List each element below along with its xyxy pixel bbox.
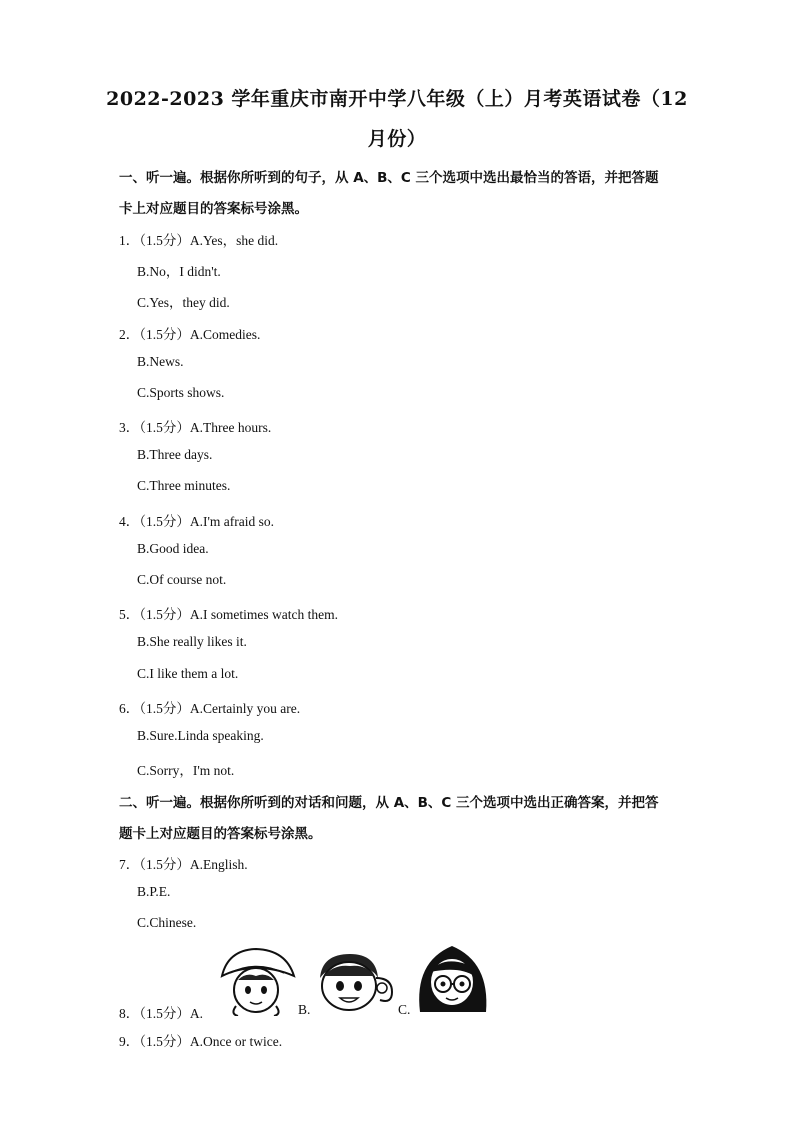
section2-instruction-line2: 题卡上对应题目的答案标号涂黑。 xyxy=(119,826,322,842)
question-1-option-c: C.Yes，they did. xyxy=(137,295,230,310)
question-9-stem: 9．（1.5分）A.Once or twice. xyxy=(119,1034,283,1049)
question-1-stem: 1．（1.5分）A.Yes，she did. xyxy=(119,233,279,248)
section2-instruction-line1: 二、听一遍。根据你所听到的对话和问题，从 A、B、C 三个选项中选出正确答案，并把答 xyxy=(119,795,659,811)
question-5-option-c: C.I like them a lot. xyxy=(137,666,239,681)
question-2-option-b: B.News. xyxy=(137,354,184,369)
question-8-option-b: B. xyxy=(298,1002,311,1017)
question-7-option-c: C.Chinese. xyxy=(137,915,197,930)
option-b-girl-ponytail-picture xyxy=(312,948,396,1016)
question-2-option-c: C.Sports shows. xyxy=(137,385,225,400)
question-1-option-b: B.No，I didn't. xyxy=(137,264,221,279)
question-3-stem: 3．（1.5分）A.Three hours. xyxy=(119,420,272,435)
question-6-option-b: B.Sure.Linda speaking. xyxy=(137,728,264,743)
question-4-stem: 4．（1.5分）A.I'm afraid so. xyxy=(119,514,275,529)
question-5-option-b: B.She really likes it. xyxy=(137,634,247,649)
question-3-option-c: C.Three minutes. xyxy=(137,478,231,493)
question-4-option-b: B.Good idea. xyxy=(137,541,209,556)
question-4-option-c: C.Of course not. xyxy=(137,572,227,587)
question-2-stem: 2．（1.5分）A.Comedies. xyxy=(119,327,261,342)
exam-title-line1: 2022-2023 学年重庆市南开中学八年级（上）月考英语试卷（12 xyxy=(106,88,688,110)
exam-title-line2: 月份） xyxy=(367,128,427,150)
question-8-option-c: C. xyxy=(398,1002,411,1017)
question-7-stem: 7．（1.5分）A.English. xyxy=(119,857,248,872)
question-8-stem: 8．（1.5分）A. xyxy=(119,1006,203,1021)
section1-instruction-line2: 卡上对应题目的答案标号涂黑。 xyxy=(119,201,308,217)
option-a-girl-hat-picture xyxy=(216,946,298,1016)
question-3-option-b: B.Three days. xyxy=(137,447,213,462)
question-6-stem: 6．（1.5分）A.Certainly you are. xyxy=(119,701,301,716)
question-7-option-b: B.P.E. xyxy=(137,884,171,899)
question-6-option-c: C.Sorry，I'm not. xyxy=(137,763,235,778)
section1-instruction-line1: 一、听一遍。根据你所听到的句子，从 A、B、C 三个选项中选出最恰当的答语，并把答题 xyxy=(119,170,659,186)
option-c-girl-glasses-picture xyxy=(412,942,492,1014)
question-5-stem: 5．（1.5分）A.I sometimes watch them. xyxy=(119,607,338,622)
